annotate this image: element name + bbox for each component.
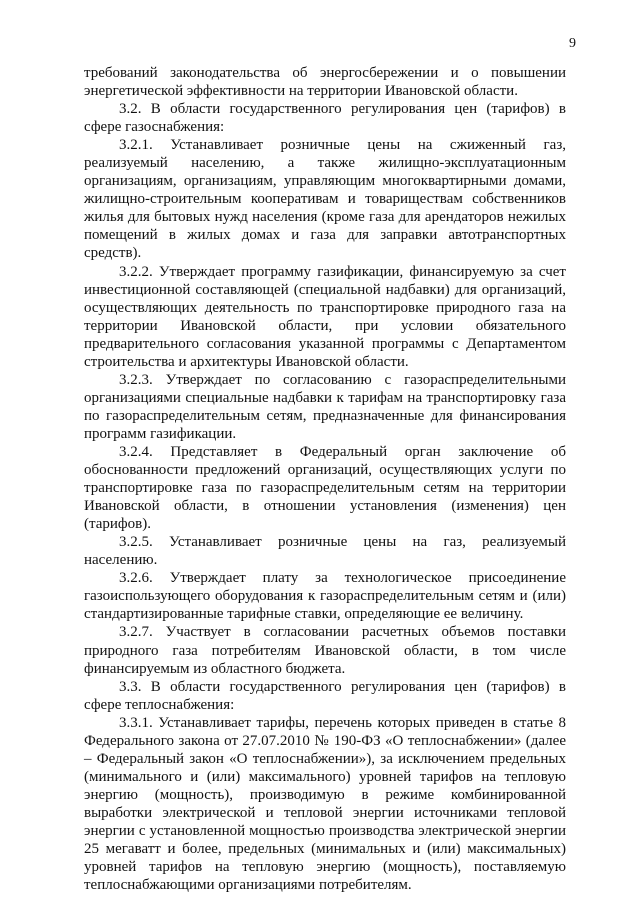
paragraph-3-2-1: 3.2.1. Устанавливает розничные цены на сжиженный газ, реализуемый населению, а также жилищно-эксплуатационным организациям, организациям, управляющим многоквартирными домами, жилищно-строительным кооперативам и товариществам собственников жилья для бытовых нужд населения (кроме газа для арендаторов нежилых помещений в жилых домах и газа для заправки автотранспортных средств). <box>84 137 566 262</box>
paragraph-continuation: требований законодательства об энергосбережении и о повышении энергетической эффективности на территории Ивановской области. <box>84 65 566 100</box>
paragraph-3-2-6: 3.2.6. Утверждает плату за технологическое присоединение газоиспользующего оборудования к газораспределительным сетям и (или) стандартизированные тарифные ставки, определяющие ее величину. <box>84 570 566 623</box>
page-number: 9 <box>569 36 576 51</box>
document-body <box>84 64 566 894</box>
paragraph-3-3-1: 3.3.1. Устанавливает тарифы, перечень которых приведен в статье 8 Федерального закона от 27.07.2010 № 190-ФЗ «О теплоснабжении» (далее – Федеральный закон «О теплоснабжении»), за исключением предельных (минимального и (или) максимального) уровней тарифов на тепловую энергию (мощность), производимую в режиме комбинированной выработки электрической и тепловой энергии источниками тепловой энергии с установленной мощностью производства электрической энергии 25 мегаватт и более, предельных (минимальных и (или) максимальных) уровней тарифов на тепловую энергию (мощность), поставляемую теплоснабжающими организациями потребителям. <box>84 714 566 894</box>
paragraph-3-2: 3.2. В области государственного регулирования цен (тарифов) в сфере газоснабжения: <box>84 101 566 136</box>
paragraph-3-2-4: 3.2.4. Представляет в Федеральный орган заключение об обоснованности предложений организаций, осуществляющих услуги по транспортировке газа по газораспределительным сетям на территории Ивановской области, в отношении установления (изменения) цен (тарифов). <box>84 443 566 533</box>
paragraph-3-2-5: 3.2.5. Устанавливает розничные цены на газ, реализуемый населению. <box>84 534 566 569</box>
paragraph-3-2-2: 3.2.2. Утверждает программу газификации, финансируемую за счет инвестиционной составляющей (специальной надбавки) для организаций, осуществляющих деятельность по транспортировке природного газа на территории Ивановской области, при условии обязательного предварительного согласования указанной программы с Департаментом строительства и архитектуры Ивановской области. <box>84 263 566 370</box>
paragraph-3-2-3: 3.2.3. Утверждает по согласованию с газораспределительными организациями специальные надбавки к тарифам на транспортировку газа по газораспределительным сетям, предназначенные для финансирования программ газификации. <box>84 371 566 442</box>
paragraph-3-3: 3.3. В области государственного регулирования цен (тарифов) в сфере теплоснабжения: <box>84 678 566 713</box>
paragraph-3-2-7: 3.2.7. Участвует в согласовании расчетных объемов поставки природного газа потребителям Ивановской области, в том числе финансируемым из областного бюджета. <box>84 624 566 677</box>
